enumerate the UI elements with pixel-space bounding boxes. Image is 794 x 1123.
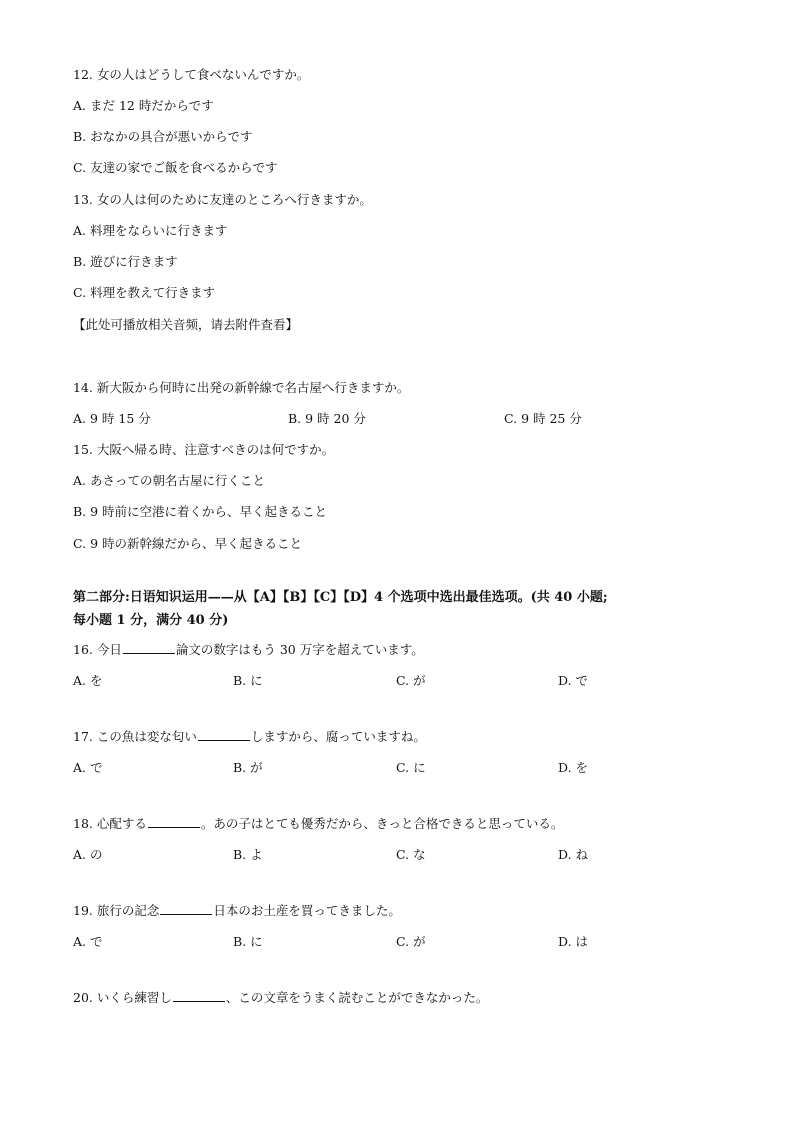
q15-option-a: A. あさっての朝名古屋に行くこと [73, 473, 265, 488]
q19-option-d: D. は [558, 934, 589, 949]
q16-option-c: C. が [396, 673, 426, 688]
q12-option-c: C. 友達の家でご飯を食べるからです [73, 160, 278, 175]
q19-stem-post: 日本のお土産を買ってきました。 [213, 903, 401, 918]
q12-option-a: A. まだ 12 時だからです [73, 98, 214, 113]
q17-blank [198, 729, 250, 741]
q18-stem-pre: 18. 心配する [73, 816, 147, 831]
q14-stem: 14. 新大阪から何時に出発の新幹線で名古屋へ行きますか。 [73, 380, 410, 395]
q15-option-b: B. 9 時前に空港に着くから、早く起きること [73, 504, 328, 519]
q17-option-a: A. で [73, 760, 103, 775]
q13-stem: 13. 女の人は何のために友達のところへ行きますか。 [73, 192, 372, 207]
q17-stem [73, 729, 426, 745]
q17-stem-pre: 17. この魚は変な匂い [73, 729, 197, 744]
q17-option-d: D. を [558, 760, 589, 775]
q15-stem: 15. 大阪へ帰る時、注意すべきのは何ですか。 [73, 442, 335, 457]
q18-stem [73, 816, 563, 832]
q18-option-c: C. な [396, 847, 426, 862]
q20-stem-pre: 20. いくら練習し [73, 990, 172, 1005]
q15-option-c: C. 9 時の新幹線だから、早く起きること [73, 536, 302, 551]
q17-stem-post: しますから、腐っていますね。 [250, 729, 426, 744]
q19-stem [73, 903, 401, 919]
q16-stem-pre: 16. 今日 [73, 642, 122, 657]
q18-stem-post: 。あの子はとても優秀だから、きっと合格できると思っている。 [200, 816, 564, 831]
section2-line2: 每小题 1 分，满分 40 分) [73, 613, 229, 628]
q16-blank [123, 642, 175, 654]
q16-stem-post: 論文の数字はもう 30 万字を超えています。 [175, 642, 424, 657]
q19-stem-pre: 19. 旅行の記念 [73, 903, 160, 918]
q16-option-d: D. で [558, 673, 589, 688]
q14-option-c: C. 9 時 25 分 [504, 411, 582, 426]
q20-stem-post: 、この文章をうまく読むことができなかった。 [225, 990, 489, 1005]
q13-option-c: C. 料理を教えて行きます [73, 285, 216, 300]
q18-option-a: A. の [73, 847, 103, 862]
q17-option-c: C. に [396, 760, 426, 775]
section2-line1: 第二部分:日语知识运用——从【A】【B】【C】【D】4 个选项中选出最佳选项。(共 40 小题; [73, 590, 608, 605]
q18-blank [148, 816, 200, 828]
q18-option-d: D. ね [558, 847, 589, 862]
q19-blank [160, 903, 212, 915]
q13-option-a: A. 料理をならいに行きます [73, 223, 228, 238]
q19-option-b: B. に [233, 934, 263, 949]
q20-stem [73, 990, 488, 1006]
q19-option-a: A. で [73, 934, 103, 949]
audio-note: 【此处可播放相关音频，请去附件查看】 [73, 317, 299, 332]
q14-option-a: A. 9 時 15 分 [73, 411, 151, 426]
q12-stem: 12. 女の人はどうして食べないんですか。 [73, 67, 310, 82]
q16-option-b: B. に [233, 673, 263, 688]
q20-blank [173, 990, 225, 1002]
q19-option-c: C. が [396, 934, 426, 949]
q16-option-a: A. を [73, 673, 103, 688]
q14-option-b: B. 9 時 20 分 [288, 411, 366, 426]
q12-option-b: B. おなかの具合が悪いからです [73, 129, 253, 144]
q17-option-b: B. が [233, 760, 263, 775]
q13-option-b: B. 遊びに行きます [73, 254, 178, 269]
q18-option-b: B. よ [233, 847, 263, 862]
q16-stem [73, 642, 424, 658]
